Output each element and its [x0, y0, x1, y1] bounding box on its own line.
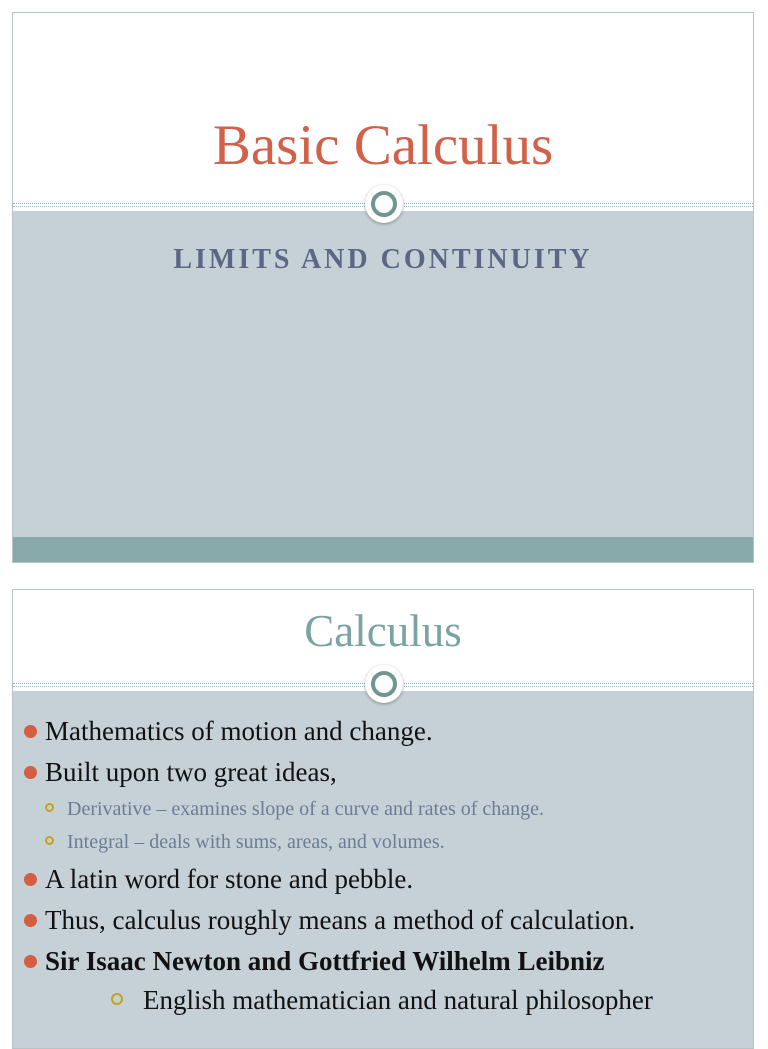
slide-1-footer-band [13, 537, 753, 563]
bullet-dot-icon [24, 766, 37, 779]
bullet-text: Sir Isaac Newton and Gottfried Wilhelm Leibniz [45, 946, 605, 976]
bullet-item [13, 755, 753, 789]
sub-bullet-ring-icon [45, 803, 54, 812]
bullet-dot-icon [24, 725, 37, 738]
bullet-dot-icon [24, 955, 37, 968]
bullet-dot-icon [24, 914, 37, 927]
ring-ornament-icon [365, 665, 403, 703]
sub-bullet-ring-icon [45, 836, 54, 845]
bullet-list [13, 714, 753, 1017]
slide-1-title: Basic Calculus [212, 114, 554, 177]
bullet-text: Built upon two great ideas, [45, 757, 337, 787]
bullet-item [13, 944, 753, 978]
slide-1-subtitle: LIMITS AND CONTINUITY [173, 244, 593, 275]
partial-sub-bullet-text: English mathematician and natural philosopher [143, 985, 653, 1015]
sub-bullet-item [13, 796, 753, 823]
sub-bullet-text: Derivative – examines slope of a curve and rates of change. [67, 798, 545, 820]
sub-bullet-text: Integral – deals with sums, areas, and volumes. [67, 831, 445, 853]
bullet-item [13, 903, 753, 937]
slide-1 [12, 12, 754, 563]
bullet-item [13, 714, 753, 748]
sub-bullet-ring-icon [111, 993, 123, 1005]
bullet-item [13, 862, 753, 896]
bullet-text: Mathematics of motion and change. [45, 716, 433, 746]
ring-ornament-icon [365, 185, 403, 223]
sub-bullet-item [13, 829, 753, 856]
slide-2-title: Calculus [304, 606, 462, 656]
slide-2 [12, 589, 754, 1049]
bullet-dot-icon [24, 873, 37, 886]
bullet-text: A latin word for stone and pebble. [45, 864, 414, 894]
partial-sub-bullet [13, 983, 753, 1017]
bullet-text: Thus, calculus roughly means a method of calculation. [45, 905, 636, 935]
